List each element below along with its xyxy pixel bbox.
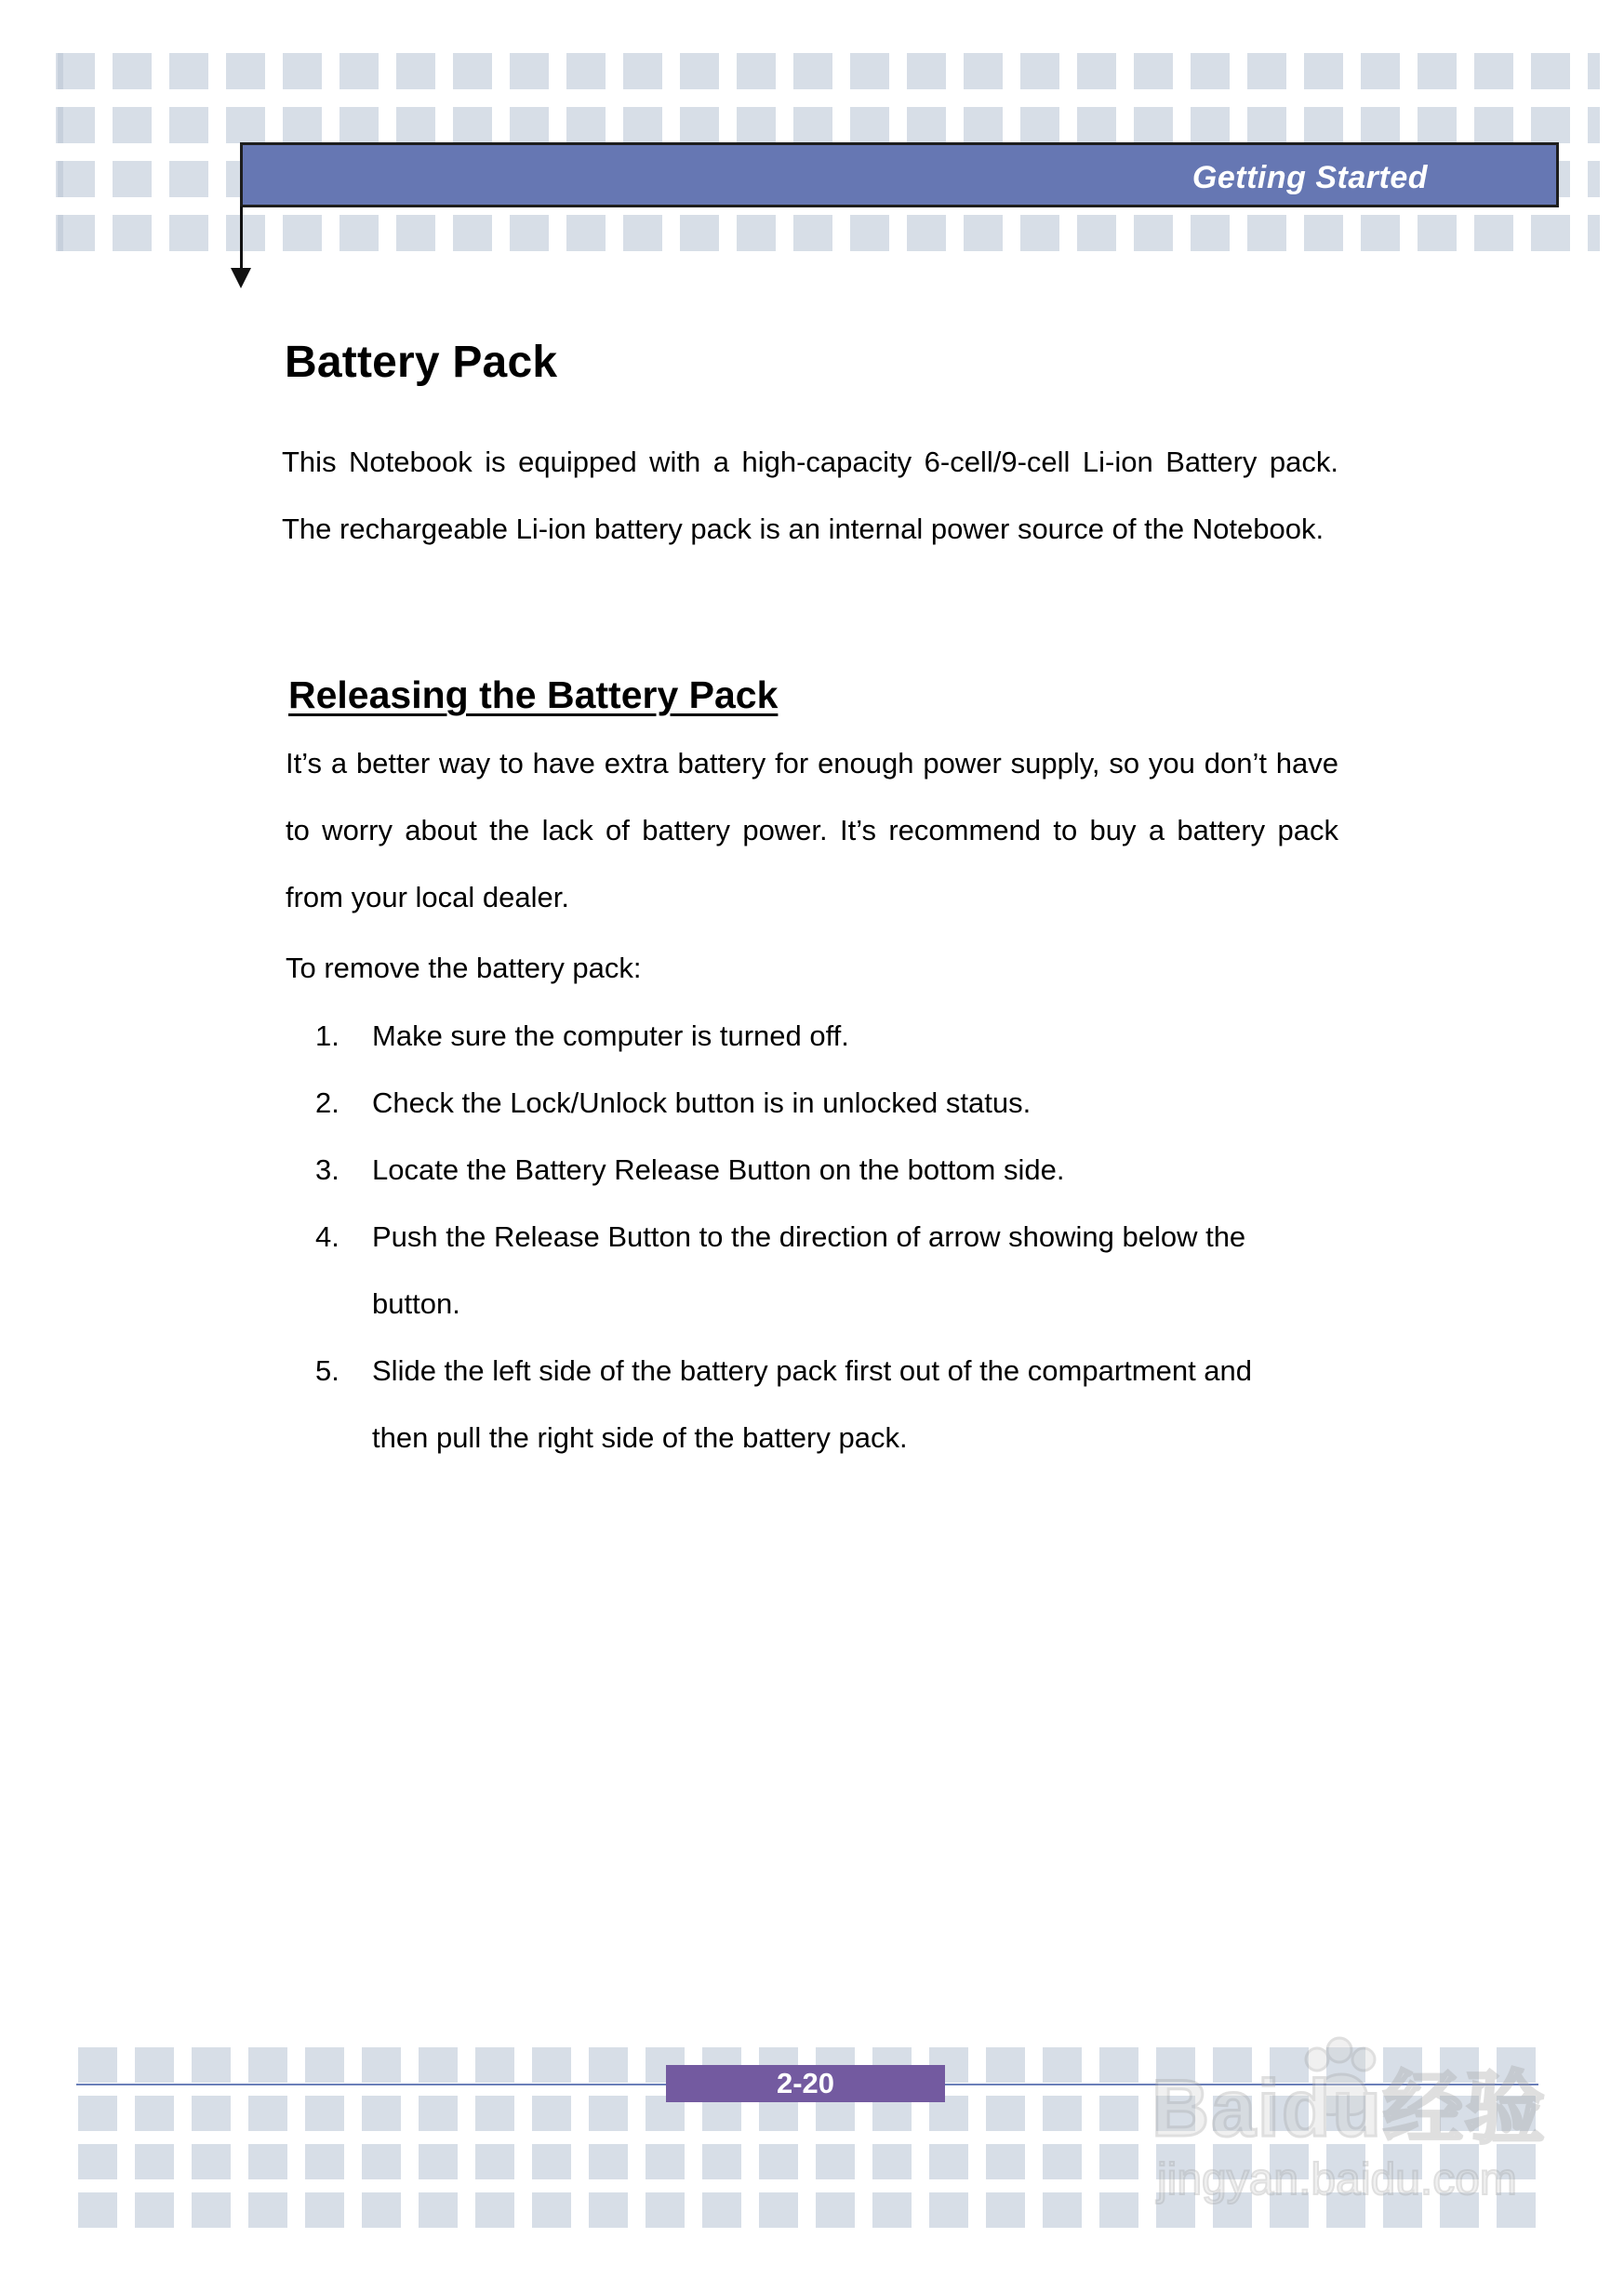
battery-removal-step [315, 1003, 1292, 1070]
step-text: Check the Lock/Unlock button is in unlocked status. [372, 1086, 1032, 1119]
step-text: Make sure the computer is turned off. [372, 1019, 849, 1052]
down-arrow-icon [231, 268, 251, 288]
watermark-url: jingyan.baidu.com [1157, 2155, 1517, 2205]
battery-removal-step [315, 1070, 1292, 1137]
header-connector-line [240, 206, 243, 270]
page-header-bar [240, 142, 1559, 207]
step-number: 5. [315, 1354, 339, 1387]
step-text: Push the Release Button to the direction of arrow showing below the button. [372, 1220, 1246, 1320]
page-number-badge: 2-20 [666, 2065, 945, 2102]
battery-removal-step [315, 1137, 1292, 1204]
left-grid-ticks [58, 48, 63, 251]
battery-pack-intro-paragraph: This Notebook is equipped with a high-capacity 6-cell/9-cell Li-ion Battery pack. The rechargeable Li-ion battery pack is an internal power source of the Notebook. [282, 446, 1338, 545]
battery-removal-steps [315, 1003, 1292, 1472]
remove-battery-intro: To remove the battery pack: [286, 952, 642, 984]
watermark-brand: Baidu经验 [1151, 2064, 1547, 2153]
battery-removal-step [315, 1204, 1292, 1338]
step-number: 4. [315, 1220, 339, 1253]
step-text: Slide the left side of the battery pack first out of the compartment and then pull the right side of the battery pack. [372, 1354, 1253, 1454]
step-number: 3. [315, 1153, 339, 1186]
page-title: Battery Pack [285, 338, 558, 388]
releasing-battery-heading: Releasing the Battery Pack [288, 673, 779, 717]
header-title: Getting Started [1191, 160, 1428, 195]
battery-removal-step [315, 1338, 1292, 1472]
step-text: Locate the Battery Release Button on the bottom side. [372, 1153, 1065, 1186]
step-number: 1. [315, 1019, 339, 1052]
releasing-battery-paragraph: It’s a better way to have extra battery for enough power supply, so you don’t have to worry about the lack of battery power. It’s recommend to buy a battery pack from your local dealer. [286, 747, 1338, 913]
step-number: 2. [315, 1086, 339, 1119]
